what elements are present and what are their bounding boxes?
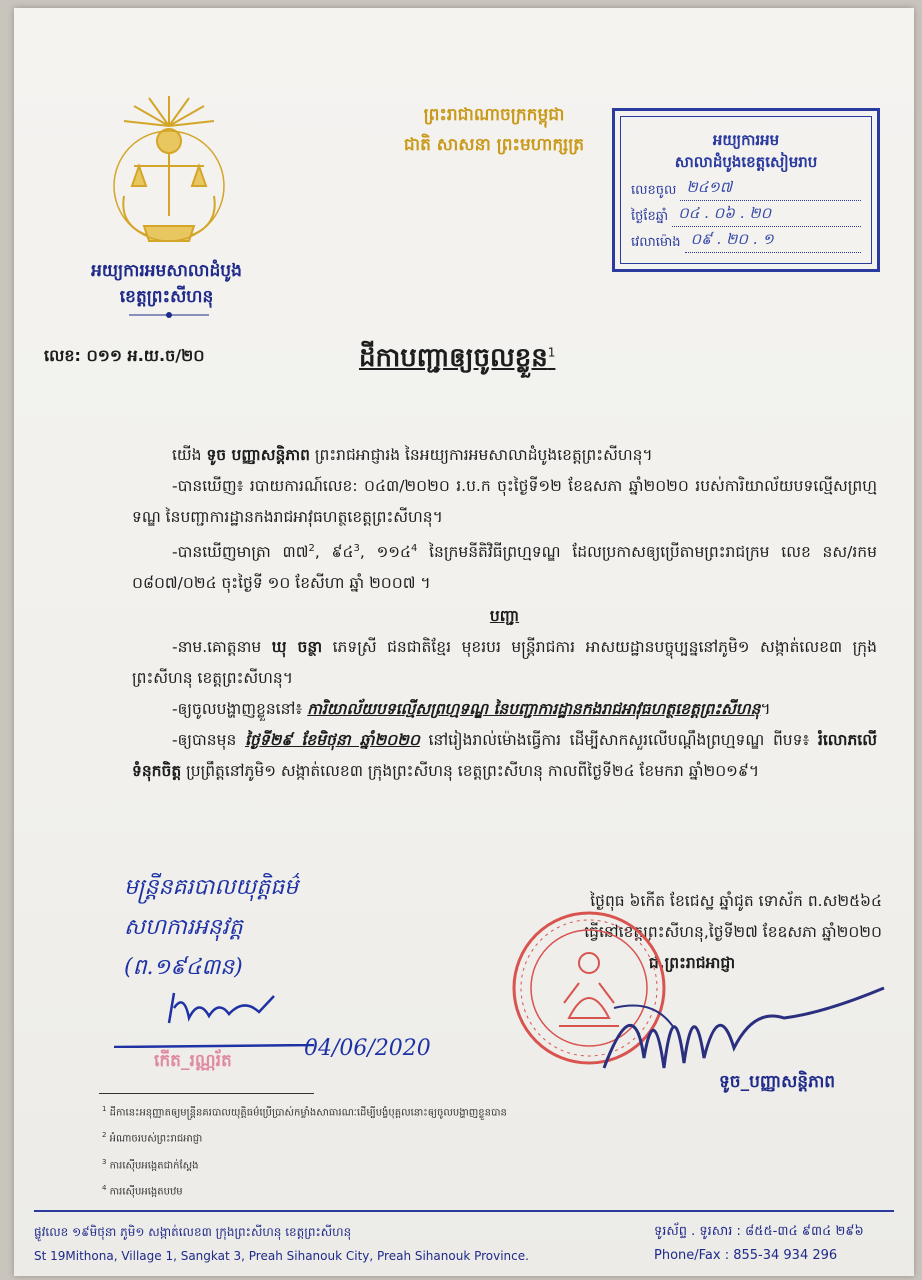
handwritten-note <box>124 868 424 988</box>
order-heading: បញ្ជា <box>489 607 520 626</box>
p3-text-a: -បានឃើញមាត្រា ៣៧ <box>172 543 309 562</box>
document-body <box>132 440 877 787</box>
body-paragraph-6 <box>132 725 877 787</box>
charge: រំលោភលើទំនុកចិត្ត <box>132 731 877 781</box>
p3-sup-3: 4 <box>411 543 418 554</box>
body-paragraph-1 <box>132 440 877 471</box>
signatory-title: ជ.ព្រះរាជអាជ្ញា <box>648 954 736 972</box>
lunar-date: ថ្ងៃពុធ ៦កើត ខែជេស្ឋ ឆ្នាំជូត ទោស័ក ព.ស២៥៦៤ <box>590 892 882 910</box>
footnote-3: $^3$ ការស៊ើបអង្កេតជាក់ស្តែង <box>102 1157 199 1171</box>
p3-text-d: នៃក្រមនីតិវិធីព្រហ្មទណ្ឌ ដែលប្រកាសឲ្យប្រើតាមព្រះរាជក្រម លេខ នស/រកម ០៨០៧/០២៤ ចុះថ្ងៃទី ១០ ខែសីហា ឆ្នាំ ២០០៧ ។ <box>132 543 877 593</box>
reference-number: លេខ: ០១១ អ.យ.ច/២០ <box>44 346 205 365</box>
footnote-1: $^1$ ដីកានេះអនុញ្ញាតឲ្យមន្ត្រីនគរបាលយុត្តិធម៌ប្រើប្រាស់កម្លាំងសាធារណៈដើម្បីបង្ខំបុគ្គលនោះឲ្យចូលបង្ហាញខ្លួនបាន <box>102 1105 507 1119</box>
document-page <box>14 8 914 1276</box>
address-khmer: ផ្លូវលេខ ១៩មិថុនា ភូមិ១ សង្កាត់លេខ៣ ក្រុងព្រះសីហនុ ខេត្តព្រះសីហនុ <box>34 1225 352 1239</box>
issuing-office <box>59 258 274 310</box>
body-paragraph-3 <box>132 533 877 599</box>
p1-text-a: យើង <box>172 446 207 464</box>
handwritten-date: 04/06/2020 <box>304 1036 431 1061</box>
deadline-date: ថ្ងៃទី២៩ ខែមិថុនា ឆ្នាំ២០២០ <box>244 731 420 750</box>
kingdom-line2: ជាតិ សាសនា ព្រះមហាក្សត្រ <box>403 135 585 155</box>
handwritten-underline-icon <box>114 1044 314 1048</box>
handwritten-line1: មន្ត្រីនគរបាលយុត្តិធម៌ <box>124 875 299 900</box>
footnote-divider <box>99 1093 314 1094</box>
p4-text-b: ភេទស្រី ជនជាតិខ្មែរ មុខរបរ មន្ត្រីរាជការ អាសយដ្ឋានបច្ចុប្បន្ននៅភូមិ១ សង្កាត់លេខ៣ ក្រុងព្រះសីហនុ ខេត្តព្រះសីហនុ។ <box>132 638 877 688</box>
stamp-row-date <box>631 205 861 227</box>
report-place: ការិយាល័យបទល្មើសព្រហ្មទណ្ឌ នៃបញ្ជាការដ្ឋានកងរាជអាវុធហត្ថខេត្តព្រះសីហនុ <box>307 700 761 719</box>
stamp-title-line1: អយ្យការអម <box>712 131 780 149</box>
handwritten-signature-icon <box>164 988 284 1028</box>
phone-english: Phone/Fax : 855-34 934 296 <box>654 1248 838 1263</box>
prosecutor-signature-icon <box>594 968 894 1088</box>
handwritten-line2: សហការអនុវត្ត <box>124 915 243 940</box>
stamp-time-label: វេលាម៉ោង <box>631 235 681 250</box>
office-line2: ខេត្តព្រះសីហនុ <box>119 287 214 307</box>
body-paragraph-4 <box>132 632 877 694</box>
address-english: St 19Mithona, Village 1, Sangkat 3, Preah Sihanouk City, Preah Sihanouk Province. <box>34 1249 529 1263</box>
body-paragraph-2: -បានឃើញ៖ របាយការណ៍លេខ: ០៤៣/២០២០ រ.ប.ក ចុះថ្ងៃទី១២ ខែឧសភា ឆ្នាំ២០២០ របស់ការិយាល័យបទល្មើសព្រហ្មទណ្ឌ នៃបញ្ជាការដ្ឋានកងរាជអាវុធហត្ថខេត្តព្រះសីហនុ។ <box>132 477 877 526</box>
p6-text-a: -ឲ្យបានមុន <box>172 731 245 750</box>
footnote-2: $^2$ អំណាចរបស់ព្រះរាជអាជ្ញា <box>102 1131 203 1145</box>
p3-sup-2: 3 <box>353 543 360 554</box>
court-emblem-icon <box>104 86 234 256</box>
received-stamp <box>612 108 880 272</box>
stamp-no-label: លេខចូល <box>631 183 677 198</box>
p4-text-a: -នាម.គោត្តនាម <box>172 638 272 657</box>
pink-name-stamp: កើត_រណ្ណរ័ត <box>154 1051 232 1071</box>
footnotes <box>102 1098 722 1203</box>
title-footnote-mark: 1 <box>547 345 556 360</box>
p6-text-c: ប្រព្រឹត្តនៅភូមិ១ សង្កាត់លេខ៣ ក្រុងព្រះសីហនុ ខេត្តព្រះសីហនុ កាលពីថ្ងៃទី២៤ ខែមករា ឆ្នាំ២០១៩។ <box>181 762 760 781</box>
handwritten-line3: (ព.១៩៤៣ន) <box>124 955 243 980</box>
footer-divider <box>34 1210 894 1212</box>
footnote-4: $^4$ ការស៊ើបអង្កេតបឋម <box>102 1183 183 1198</box>
stamp-no-value: ២៤១៧ <box>686 178 733 196</box>
stamp-row-time <box>631 231 861 253</box>
kingdom-motto <box>364 100 624 160</box>
document-title <box>359 341 555 379</box>
stamp-date-value: ០៤ . ០៦ . ២០ <box>678 204 772 222</box>
stamp-date-label: ថ្ងៃខែឆ្នាំ <box>631 209 669 224</box>
footer-address <box>34 1220 594 1268</box>
prosecutor-name: ទូច បញ្ញាសន្តិភាព <box>206 446 310 464</box>
p5-text-a: -ឲ្យចូលបង្ហាញខ្លួននៅ៖ <box>172 700 308 719</box>
signer-name: ទូច_បញ្ញាសន្តិភាព <box>719 1072 836 1092</box>
p5-text-b: ។ <box>760 700 771 719</box>
summoned-person-name: ឃុ ចន្ថា <box>271 638 323 657</box>
solar-date: ធ្វើនៅខេត្តព្រះសីហនុ,ថ្ងៃទី២៧ ខែឧសភា ឆ្នាំ២០២០ <box>584 923 882 941</box>
p6-text-b: នៅរៀងរាល់ម៉ោងធ្វើការ ដើម្បីសាកសួរលើបណ្តឹងព្រហ្មទណ្ឌ ពីបទ៖ <box>419 731 818 750</box>
stamp-title-line2: សាលាដំបូងខេត្តសៀមរាប <box>674 153 818 171</box>
p1-text-b: ព្រះរាជអាជ្ញារង នៃអយ្យការអមសាលាដំបូងខេត្តព្រះសីហនុ។ <box>309 446 653 464</box>
p3-text-b: , ៩៤ <box>314 543 354 562</box>
kingdom-line1: ព្រះរាជាណាចក្រកម្ពុជា <box>423 105 565 125</box>
phone-khmer: ទូរស័ព្ទ . ទូរសារ : ៨៥៥-៣៤ ៩៣៤ ២៩៦ <box>654 1224 864 1239</box>
stamp-row-number <box>631 179 861 201</box>
p3-sup-1: 2 <box>308 543 315 554</box>
office-line1: អយ្យការអមសាលាដំបូង <box>91 261 242 281</box>
stamp-time-value: ០៩ . ២០ . ១ <box>690 230 774 248</box>
body-paragraph-5 <box>132 694 877 725</box>
p3-text-c: , ១១៤ <box>359 543 411 562</box>
title-text: ដីកាបញ្ជាឲ្យចូលខ្លួន <box>359 343 548 373</box>
footer-contact <box>654 1220 894 1268</box>
ornament-divider-icon <box>129 310 209 320</box>
